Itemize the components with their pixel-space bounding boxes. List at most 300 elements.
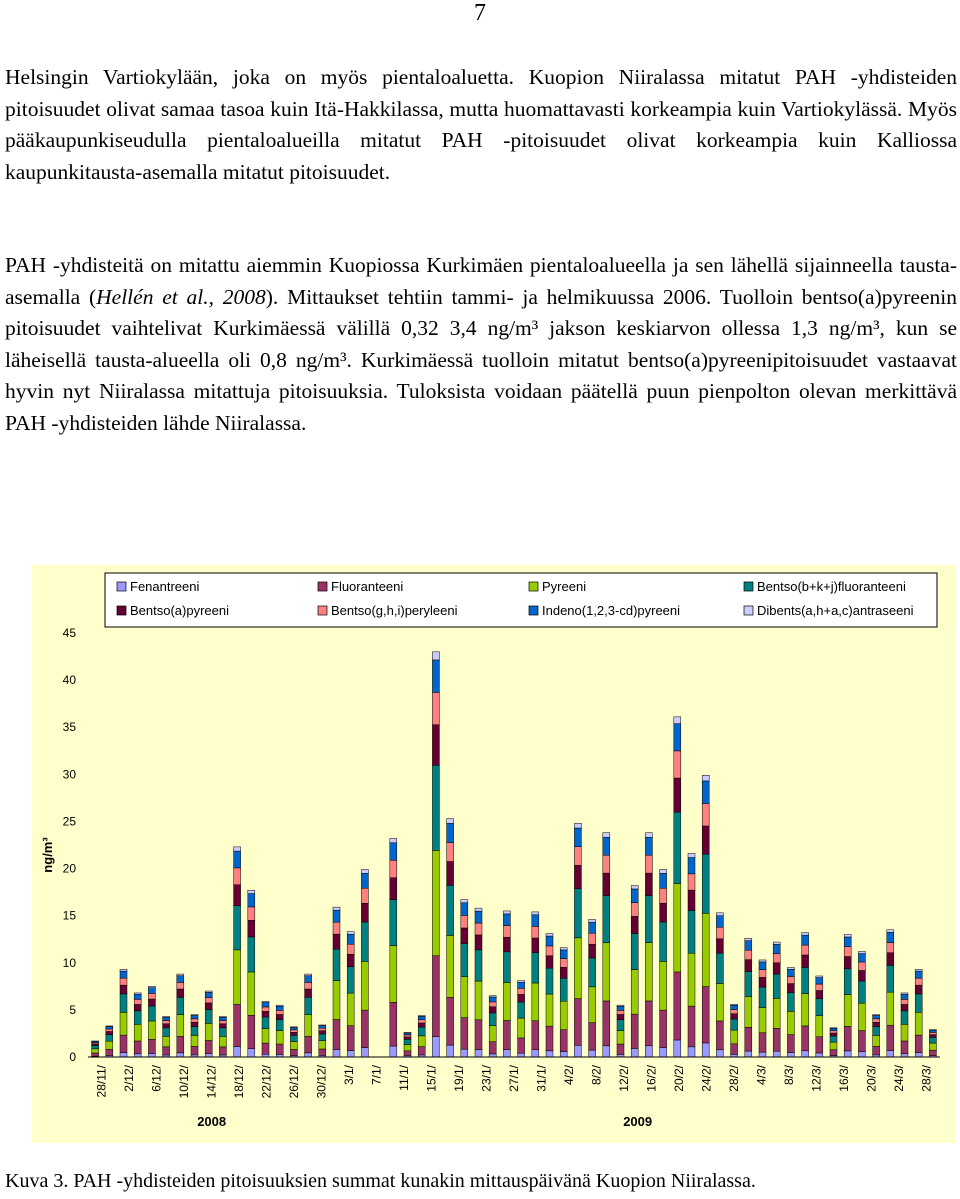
bar-segment-55-1 [873,1046,880,1054]
bar-segment-25-1 [447,997,454,1045]
bar-segment-54-2 [858,1003,865,1030]
bar-segment-46-7 [745,938,752,940]
bar-segment-37-4 [617,1015,624,1020]
x-tick-label: 8/3/ [781,1065,796,1086]
bar-segment-52-7 [830,1028,837,1029]
bar-segment-5-4 [163,1024,170,1028]
bar-segment-38-2 [631,970,638,1015]
bar-segment-38-4 [631,916,638,933]
bar-segment-28-4 [489,1007,496,1013]
bar-segment-23-7 [418,1016,425,1017]
bar-segment-52-4 [830,1033,837,1036]
bar-segment-23-6 [418,1016,425,1019]
y-tick-label: 25 [62,814,76,829]
bar-segment-40-3 [660,922,667,961]
bar-segment-59-5 [929,1032,936,1034]
bar-segment-42-6 [688,858,695,874]
bar-segment-10-4 [234,885,241,906]
bar-segment-21-0 [390,1046,397,1057]
bar-segment-9-6 [219,1017,226,1020]
bar-segment-44-6 [716,916,723,928]
bar-segment-55-2 [873,1035,880,1046]
bar-segment-37-2 [617,1031,624,1044]
bar-segment-49-1 [787,1035,794,1053]
bar-segment-35-7 [589,919,596,922]
bar-segment-18-4 [347,954,354,967]
bar-segment-14-1 [290,1049,297,1055]
bar-segment-36-0 [603,1046,610,1057]
bar-segment-30-6 [518,982,525,988]
bar-segment-51-1 [816,1037,823,1053]
bar-segment-16-4 [319,1031,326,1034]
bar-segment-54-6 [858,954,865,962]
bar-segment-3-7 [134,993,141,994]
bar-segment-10-3 [234,906,241,950]
bar-segment-18-1 [347,1026,354,1051]
bar-segment-32-5 [546,946,553,956]
bar-segment-1-6 [106,1027,113,1029]
bar-segment-42-7 [688,853,695,857]
bar-segment-32-4 [546,956,553,968]
paragraph-2 [5,250,957,439]
bar-segment-37-6 [617,1006,624,1010]
x-tick-label: 7/1/ [369,1065,384,1086]
bar-segment-17-0 [333,1050,340,1057]
bar-segment-44-7 [716,913,723,916]
bar-segment-49-3 [787,993,794,1012]
bar-segment-12-6 [262,1003,269,1007]
pah-stacked-bar-chart [32,565,956,1143]
bar-segment-24-7 [432,652,439,660]
bar-segment-14-7 [290,1027,297,1028]
bar-segment-33-2 [560,1001,567,1029]
bar-segment-32-3 [546,968,553,994]
bar-segment-49-6 [787,969,794,976]
bar-segment-26-4 [461,928,468,944]
bar-segment-56-2 [887,992,894,1025]
bar-segment-35-0 [589,1050,596,1057]
bar-segment-27-5 [475,923,482,935]
x-tick-label: 20/3/ [864,1065,879,1092]
bar-segment-56-4 [887,953,894,966]
bar-segment-5-3 [163,1028,170,1037]
legend-swatch [529,582,538,591]
bar-segment-45-4 [731,1014,738,1019]
bar-segment-1-2 [106,1041,113,1049]
bar-segment-24-6 [432,660,439,692]
bar-segment-42-1 [688,1006,695,1047]
bar-segment-29-2 [503,983,510,1021]
bar-segment-18-6 [347,934,354,944]
bar-segment-51-7 [816,976,823,978]
bar-segment-7-3 [191,1026,198,1035]
bar-segment-52-3 [830,1036,837,1042]
bar-segment-22-3 [404,1039,411,1044]
bar-segment-39-7 [645,833,652,837]
bar-segment-46-6 [745,941,752,950]
bar-segment-6-6 [177,976,184,983]
bar-segment-7-1 [191,1046,198,1054]
bar-segment-8-2 [205,1023,212,1040]
bar-segment-57-6 [901,994,908,999]
legend-swatch [744,606,753,615]
bar-segment-57-3 [901,1011,908,1024]
bar-segment-16-6 [319,1026,326,1029]
bar-segment-14-4 [290,1032,297,1035]
x-tick-label: 30/12/ [314,1065,329,1099]
x-tick-label: 12/2/ [616,1065,631,1092]
bar-segment-28-5 [489,1002,496,1007]
bar-segment-43-0 [702,1043,709,1057]
bar-segment-23-3 [418,1027,425,1036]
y-tick-label: 20 [62,861,76,876]
bar-segment-15-1 [305,1036,312,1053]
bar-segment-40-2 [660,961,667,1010]
bar-segment-26-1 [461,1018,468,1049]
bar-segment-5-1 [163,1047,170,1055]
bar-segment-29-0 [503,1050,510,1057]
bar-segment-13-7 [276,1005,283,1006]
bar-segment-2-3 [120,994,127,1012]
bar-segment-21-1 [390,1002,397,1046]
x-tick-label: 2/12/ [122,1065,137,1092]
bar-segment-36-4 [603,873,610,895]
bar-segment-55-5 [873,1019,880,1022]
bar-segment-2-4 [120,985,127,994]
bar-segment-29-4 [503,937,510,952]
paragraph-1 [5,62,957,188]
bar-segment-49-0 [787,1053,794,1057]
bar-segment-30-4 [518,994,525,1002]
bar-segment-58-4 [915,985,922,994]
x-tick-label: 12/3/ [809,1065,824,1092]
bar-segment-5-7 [163,1016,170,1017]
bar-segment-44-3 [716,953,723,983]
bar-segment-18-7 [347,932,354,935]
bar-segment-42-4 [688,890,695,910]
bar-segment-2-2 [120,1012,127,1035]
bar-segment-57-5 [901,999,908,1004]
bar-segment-22-4 [404,1037,411,1039]
bar-segment-43-4 [702,826,709,854]
bar-segment-21-3 [390,900,397,946]
bar-segment-37-7 [617,1005,624,1006]
bar-segment-5-6 [163,1017,170,1020]
bar-segment-19-5 [361,888,368,903]
bar-segment-16-7 [319,1025,326,1026]
bar-segment-46-2 [745,996,752,1027]
x-tick-label: 24/3/ [891,1065,906,1092]
bar-segment-25-6 [447,823,454,842]
legend-swatch [529,606,538,615]
bar-segment-4-1 [148,1039,155,1053]
bar-segment-10-7 [234,847,241,851]
bar-segment-57-7 [901,993,908,994]
bar-segment-11-7 [248,890,255,893]
bar-segment-16-2 [319,1041,326,1049]
bar-segment-34-5 [574,847,581,866]
bar-segment-27-4 [475,935,482,950]
bar-segment-48-5 [773,954,780,963]
bar-segment-2-7 [120,969,127,971]
x-tick-label: 28/3/ [919,1065,934,1092]
bar-segment-3-4 [134,1004,141,1010]
bar-segment-42-5 [688,874,695,890]
x-tick-label: 16/3/ [836,1065,851,1092]
bar-segment-38-0 [631,1048,638,1057]
bar-segment-51-5 [816,984,823,990]
y-tick-label: 30 [62,767,76,782]
bar-segment-40-7 [660,869,667,873]
bar-segment-39-6 [645,837,652,855]
bar-segment-34-7 [574,823,581,828]
bar-segment-4-3 [148,1006,155,1021]
bar-segment-47-7 [759,960,766,962]
y-axis-label: ng/m³ [40,837,55,873]
bar-segment-11-1 [248,1015,255,1048]
bar-segment-48-4 [773,963,780,974]
bar-segment-8-6 [205,992,212,997]
legend-label: Bentso(g,h,i)peryleeni [331,603,458,618]
bar-segment-35-5 [589,933,596,944]
paragraph-2-part-1: Hellén et al., 2008 [96,284,266,309]
bar-segment-9-4 [219,1024,226,1028]
bar-segment-11-5 [248,907,255,920]
x-tick-label: 4/3/ [754,1065,769,1086]
bar-segment-19-3 [361,922,368,961]
bar-segment-44-2 [716,983,723,1020]
bar-segment-24-4 [432,725,439,766]
bar-segment-54-7 [858,951,865,953]
bar-segment-36-5 [603,855,610,873]
bar-segment-28-2 [489,1026,496,1042]
bar-segment-39-2 [645,943,652,1001]
bar-segment-59-1 [929,1050,936,1055]
bar-segment-35-4 [589,944,596,958]
bar-segment-59-3 [929,1037,936,1043]
bar-segment-55-6 [873,1015,880,1018]
bar-segment-44-0 [716,1050,723,1057]
bar-segment-10-5 [234,868,241,885]
bar-segment-36-3 [603,896,610,943]
bar-segment-18-5 [347,944,354,954]
bar-segment-21-4 [390,878,397,900]
bar-segment-58-6 [915,971,922,978]
bar-segment-8-3 [205,1010,212,1024]
bar-segment-15-0 [305,1053,312,1057]
bar-segment-14-6 [290,1027,297,1029]
bar-segment-48-1 [773,1028,780,1051]
x-tick-label: 24/2/ [699,1065,714,1092]
bar-segment-15-2 [305,1015,312,1037]
bar-segment-51-3 [816,999,823,1016]
bar-segment-33-4 [560,967,567,978]
bar-segment-11-6 [248,894,255,907]
bar-segment-27-7 [475,908,482,911]
bar-segment-17-7 [333,907,340,910]
bar-segment-39-4 [645,873,652,895]
bar-segment-51-2 [816,1016,823,1037]
x-tick-label: 22/12/ [259,1065,274,1099]
bar-segment-19-1 [361,1010,368,1048]
bar-segment-45-7 [731,1004,738,1005]
bar-segment-42-2 [688,953,695,1006]
bar-segment-29-3 [503,952,510,983]
bar-segment-23-1 [418,1047,425,1055]
bar-segment-42-3 [688,910,695,953]
bar-segment-6-0 [177,1053,184,1057]
legend-swatch [117,606,126,615]
bar-segment-1-3 [106,1035,113,1042]
bar-segment-45-3 [731,1019,738,1030]
bar-segment-46-0 [745,1051,752,1057]
bar-segment-33-6 [560,950,567,959]
x-tick-label: 26/12/ [287,1065,302,1099]
x-tick-label: 27/1/ [507,1065,521,1092]
bar-segment-8-5 [205,998,212,1003]
bar-segment-32-1 [546,1026,553,1051]
bar-segment-25-7 [447,819,454,824]
bar-segment-59-7 [929,1030,936,1031]
bar-segment-7-6 [191,1015,198,1018]
bar-segment-46-3 [745,972,752,997]
bar-segment-53-1 [844,1026,851,1050]
bar-segment-30-3 [518,1002,525,1018]
bar-segment-12-5 [262,1007,269,1011]
bar-segment-41-3 [674,812,681,883]
legend-label: Bentso(a)pyreeni [130,603,229,618]
bar-segment-50-2 [802,994,809,1026]
bar-segment-45-2 [731,1030,738,1044]
bar-segment-15-4 [305,989,312,997]
bar-segment-11-0 [248,1049,255,1057]
bar-segment-13-6 [276,1006,283,1010]
bar-segment-36-1 [603,1001,610,1046]
bar-segment-41-2 [674,884,681,972]
bar-segment-35-1 [589,1023,596,1051]
bar-segment-3-6 [134,994,141,999]
bar-segment-9-7 [219,1016,226,1017]
bar-segment-34-3 [574,889,581,938]
bar-segment-31-0 [532,1050,539,1057]
bar-segment-14-3 [290,1035,297,1041]
bar-segment-19-4 [361,903,368,922]
bar-segment-38-1 [631,1014,638,1048]
bar-segment-56-0 [887,1051,894,1057]
bar-segment-21-2 [390,946,397,1003]
bar-segment-22-1 [404,1051,411,1056]
bar-segment-55-3 [873,1026,880,1035]
bar-segment-4-0 [148,1053,155,1057]
bar-segment-26-5 [461,915,468,928]
bar-segment-43-2 [702,913,709,986]
bar-segment-58-7 [915,969,922,971]
bar-segment-13-4 [276,1015,283,1020]
bar-segment-26-0 [461,1049,468,1057]
bar-segment-53-6 [844,937,851,947]
bar-segment-48-3 [773,974,780,998]
bar-segment-15-6 [305,976,312,983]
bar-segment-41-6 [674,724,681,751]
bar-segment-21-5 [390,860,397,877]
bar-segment-4-4 [148,999,155,1006]
bar-segment-9-1 [219,1047,226,1055]
bar-segment-2-1 [120,1035,127,1053]
bar-segment-49-7 [787,967,794,969]
bar-segment-31-6 [532,915,539,927]
bar-segment-24-1 [432,956,439,1037]
paragraph-2-part-2: ). Mittaukset tehtiin tammi- ja helmikuussa 2006. Tuolloin bentso(a)pyreenin pitoisuudet vaihtelivat Kurkimäessä välillä 0,32 3,4 ng/m³ jakson keskiarvon ollessa 1,3 ng/m³, kun se läheisellä tausta-alueella oli 0,8 ng/m³. Kurkimäessä tuolloin mitatut bentso(a)pyreenipitoisuudet vastaavat hyvin nyt Niiralassa mitattuja pitoisuuksia. Tuloksista voidaan päätellä puun pienpolton olevan merkittävä PAH -yhdisteiden lähde Niiralassa. [5,284,957,435]
bar-segment-1-4 [106,1032,113,1035]
bar-segment-41-0 [674,1040,681,1057]
bar-segment-12-1 [262,1043,269,1054]
bar-segment-14-5 [290,1030,297,1032]
bar-segment-27-2 [475,981,482,1020]
bar-segment-54-0 [858,1052,865,1057]
bar-segment-45-6 [731,1005,738,1009]
bar-segment-57-1 [901,1041,908,1054]
bar-segment-21-6 [390,843,397,860]
bar-segment-50-7 [802,933,809,935]
bar-segment-38-5 [631,903,638,917]
bar-segment-17-1 [333,1020,340,1050]
bar-segment-38-7 [631,886,638,889]
legend-label: Fluoranteeni [331,579,404,594]
bar-segment-43-3 [702,854,709,913]
bar-segment-31-1 [532,1021,539,1050]
bar-segment-12-4 [262,1011,269,1017]
bar-segment-28-3 [489,1013,496,1026]
y-tick-label: 15 [62,908,76,923]
bar-segment-40-1 [660,1010,667,1048]
bar-segment-31-7 [532,912,539,915]
bar-segment-15-7 [305,974,312,976]
bar-segment-47-6 [759,962,766,970]
bar-segment-59-6 [929,1030,936,1032]
bar-segment-38-6 [631,889,638,903]
legend-label: Pyreeni [542,579,587,594]
bar-segment-17-4 [333,934,340,949]
bar-segment-16-5 [319,1028,326,1031]
legend-label: Bentso(b+k+j)fluoranteeni [757,579,906,594]
bar-segment-37-1 [617,1044,624,1054]
bar-segment-23-2 [418,1036,425,1047]
bar-segment-55-7 [873,1015,880,1016]
bar-segment-31-5 [532,926,539,938]
x-tick-label: 15/1/ [424,1065,439,1092]
bar-segment-53-5 [844,947,851,957]
bar-segment-58-2 [915,1012,922,1035]
bar-segment-25-0 [447,1045,454,1057]
bar-segment-19-6 [361,873,368,888]
bar-segment-17-2 [333,981,340,1020]
bar-segment-34-6 [574,828,581,847]
bar-segment-54-1 [858,1031,865,1052]
bar-segment-39-1 [645,1001,652,1046]
bar-segment-36-6 [603,837,610,855]
bar-segment-33-7 [560,948,567,950]
bar-segment-6-2 [177,1015,184,1037]
bar-segment-31-2 [532,983,539,1021]
bar-segment-45-1 [731,1044,738,1055]
bar-segment-23-5 [418,1020,425,1023]
legend-label: Fenantreeni [130,579,200,594]
bar-segment-29-7 [503,911,510,914]
y-tick-label: 5 [69,1002,76,1017]
bar-segment-49-2 [787,1011,794,1034]
bar-segment-34-4 [574,865,581,888]
bar-segment-14-2 [290,1042,297,1050]
